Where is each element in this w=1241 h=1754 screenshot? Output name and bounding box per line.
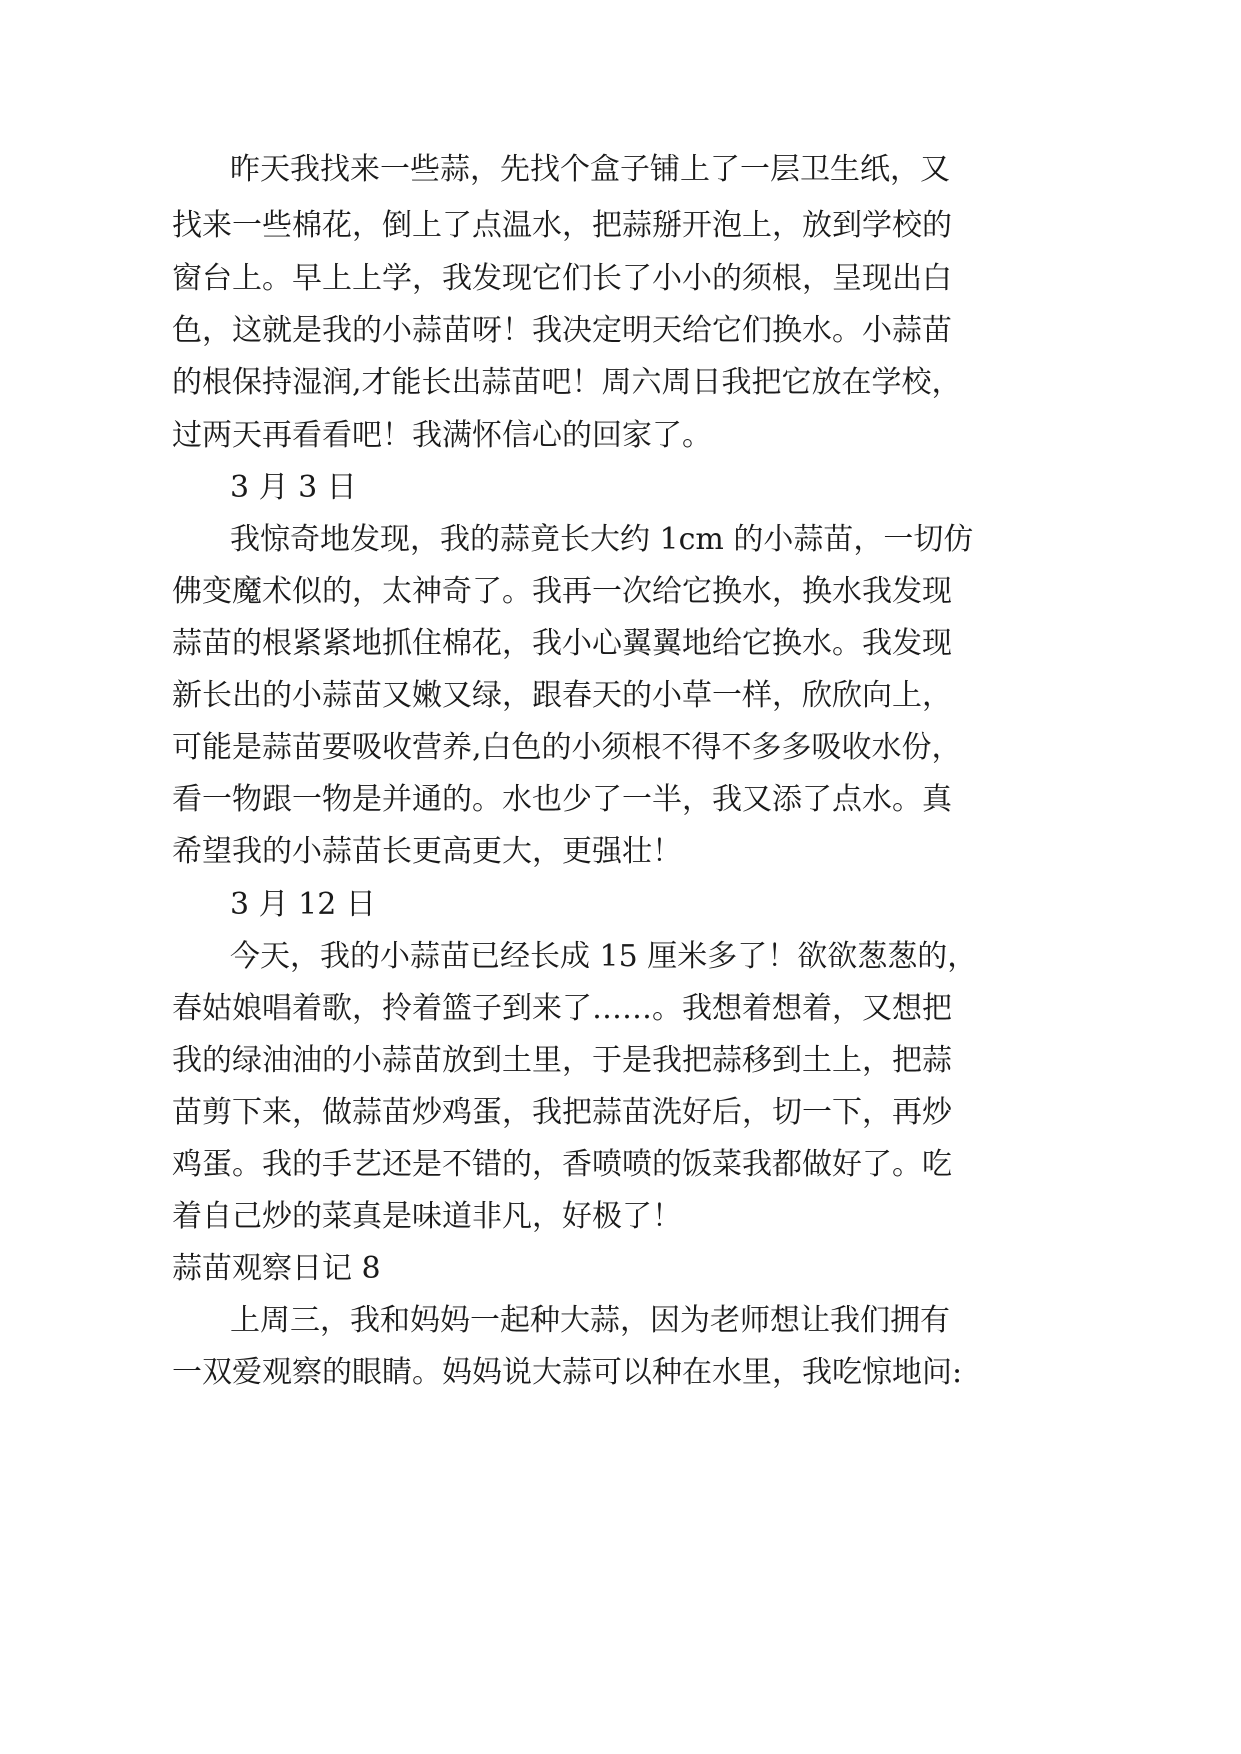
document-page: 昨天我找来一些蒜，先找个盒子铺上了一层卫生纸，又 找来一些棉花，倒上了点温水，把蒜掰开泡上，放到学校的 窗台上。早上上学，我发现它们长了小小的须根，呈现出白 色，这就是我的小蒜苗呀！我决定明天给它们换水。小蒜苗 的根保持湿润,才能长出蒜苗吧！周六周日我把它放在学校， 过两天再看看吧！我满怀信心的回家了。 3 月 3 日 我惊奇地发现，我的蒜竟长大约 1cm 的小蒜苗，一切仿 佛变魔术似的，太神奇了。我再一次给它换水，换水我发现 蒜苗的根紧紧地抓住棉花，我小心翼翼地给它换水。我发现 新长出的小蒜苗又嫩又绿，跟春天的小草一样，欣欣向上， 可能是蒜苗要吸收营养,白色的小须根不得不多多吸收水份， 看一物跟一物是并通的。水也少了一半，我又添了点水。真 希望我的小蒜苗长更高更大，更强壮！ 3 月 12 日 今天，我的小蒜苗已经长成 15 厘米多了！欲欲葱葱的， 春姑娘唱着歌，拎着篮子到来了……。我想着想着，又想把 我的绿油油的小蒜苗放到土里，于是我把蒜移到土上，把蒜 苗剪下来，做蒜苗炒鸡蛋，我把蒜苗洗好后，切一下，再炒 鸡蛋。我的手艺还是不错的，香喷喷的饭菜我都做好了。吃 着自己炒的菜真是味道非凡，好极了！ 蒜苗观察日记 8 上周三，我和妈妈一起种大蒜，因为老师想让我们拥有 一双爱观察的眼睛。妈妈说大蒜可以种在水里，我吃惊地问:	[172, 152, 978, 1390]
